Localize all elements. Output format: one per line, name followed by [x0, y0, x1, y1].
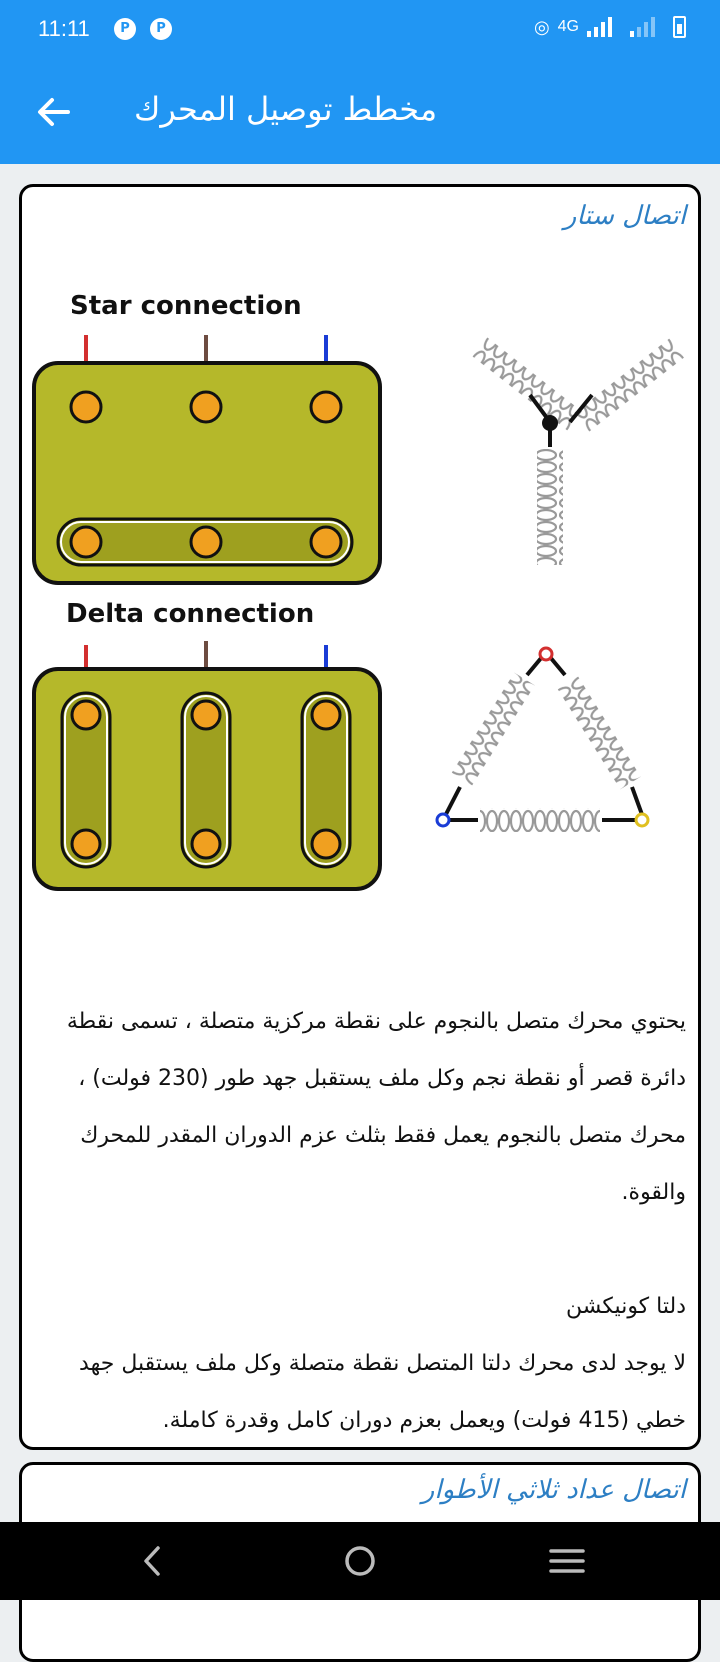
connection-diagram	[30, 257, 694, 1097]
battery-charging-icon	[673, 16, 686, 38]
delta-terminal-box	[34, 641, 380, 889]
card-title: اتصال ستار	[563, 201, 686, 231]
home-nav-icon[interactable]	[335, 1536, 385, 1586]
card-body-text	[34, 993, 686, 1449]
star-connection-card	[19, 184, 701, 1450]
back-nav-icon[interactable]	[128, 1536, 178, 1586]
status-bar	[0, 0, 720, 60]
delta-connection-label: Delta connection	[66, 599, 315, 629]
notification-icon: P	[150, 18, 172, 40]
star-description: يحتوي محرك متصل بالنجوم على نقطة مركزية متصلة ، تسمى نقطة دائرة قصر أو نقطة نجم وكل ملف يستقبل جهد طور (230 فولت) ، محرك متصل بالنجوم يعمل فقط بثلث عزم الدوران المقدر للمحرك والقوة.	[66, 1009, 686, 1205]
delta-heading: دلتا كونيكشن	[566, 1294, 686, 1319]
star-connection-label: Star connection	[70, 291, 302, 321]
delta-winding-diagram	[437, 648, 648, 832]
recents-nav-icon[interactable]	[542, 1536, 592, 1586]
star-winding-diagram	[473, 338, 684, 565]
page-title: مخطط توصيل المحرك	[134, 90, 438, 128]
notification-icon: P	[114, 18, 136, 40]
app-bar	[0, 60, 720, 164]
notification-icons	[114, 18, 172, 40]
arrow-back-icon[interactable]	[32, 90, 76, 134]
status-right	[534, 16, 686, 38]
hotspot-icon: ◎	[533, 16, 550, 37]
system-nav-bar	[0, 1522, 720, 1600]
star-terminal-box	[34, 335, 380, 583]
signal-weak-icon	[630, 17, 655, 37]
delta-description: لا يوجد لدى محرك دلتا المتصل نقطة متصلة وكل ملف يستقبل جهد خطي (415 فولت) ويعمل بعزم دوران كامل وقدرة كاملة.	[79, 1351, 686, 1433]
card-title: اتصال عداد ثلاثي الأطوار	[421, 1475, 686, 1505]
status-time: 11:11	[38, 16, 90, 41]
network-type: 4G	[557, 18, 579, 35]
signal-icon	[587, 17, 612, 37]
